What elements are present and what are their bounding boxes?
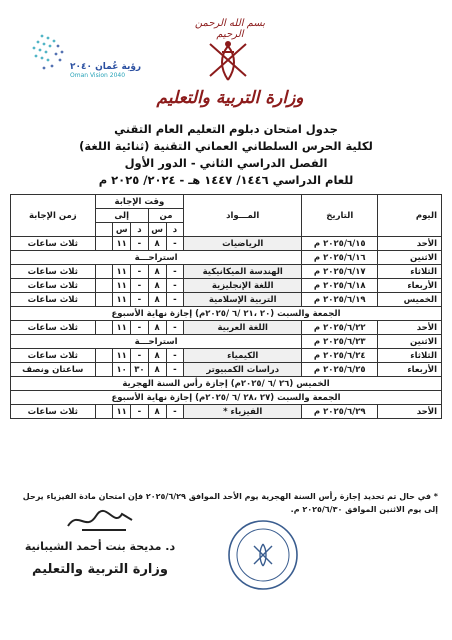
oman-vision-2040-logo	[22, 26, 134, 90]
rest-label: استراحـــة	[11, 335, 302, 349]
cell-to-d: -	[131, 405, 149, 419]
holiday-label: الجمعة والسبت (٢٧ ،٢٨ /٦ /٢٠٢٥م) إجازة نهاية الأسبوع	[11, 391, 442, 405]
cell-subject: اللغة الإنجليزية	[184, 279, 302, 293]
header-from-d: د	[166, 223, 184, 237]
separator-row	[11, 377, 442, 391]
cell-subject: اللغة العربية	[184, 321, 302, 335]
cell-to-d: -	[131, 265, 149, 279]
rest-row	[11, 335, 442, 349]
cell-from-s: ٨	[148, 237, 166, 251]
cell-spacer	[95, 321, 113, 335]
cell-spacer	[95, 237, 113, 251]
cell-spacer	[95, 293, 113, 307]
cell-date: ٢٠٢٥/٦/٢٤ م	[302, 349, 378, 363]
separator-row	[11, 307, 442, 321]
cell-to-d: -	[131, 237, 149, 251]
cell-to-s: ١١	[113, 293, 131, 307]
cell-to-d: -	[131, 279, 149, 293]
cell-from-s: ٨	[148, 349, 166, 363]
title-line-1: جدول امتحان دبلوم التعليم العام التقني	[114, 122, 338, 136]
header-spacer	[95, 223, 113, 237]
cell-to-s: ١١	[113, 321, 131, 335]
cell-from-s: ٨	[148, 405, 166, 419]
cell-to-s: ١١	[113, 237, 131, 251]
cell-date: ٢٠٢٥/٦/١٧ م	[302, 265, 378, 279]
cell-date: ٢٠٢٥/٦/١٩ م	[302, 293, 378, 307]
cell-to-d: ٣٠	[131, 363, 149, 377]
cell-subject: دراسات الكمبيوتر	[184, 363, 302, 377]
cell-day: الاثنين	[378, 335, 442, 349]
cell-date: ٢٠٢٥/٦/١٨ م	[302, 279, 378, 293]
cell-duration: ثلاث ساعات	[11, 279, 96, 293]
holiday-label: الخميس (٢٦ /٦ /٢٠٢٥م) إجازة رأس السنة الهجرية	[11, 377, 442, 391]
header-to-d: د	[131, 223, 149, 237]
cell-date: ٢٠٢٥/٦/١٥ م	[302, 237, 378, 251]
table-row	[11, 293, 442, 307]
table-row	[11, 237, 442, 251]
cell-spacer	[95, 279, 113, 293]
cell-day: الأحد	[378, 405, 442, 419]
cell-subject: الهندسة الميكانيكية	[184, 265, 302, 279]
cell-to-d: -	[131, 349, 149, 363]
table-row	[11, 363, 442, 377]
cell-from-d: -	[166, 321, 184, 335]
cell-from-d: -	[166, 363, 184, 377]
official-stamp	[226, 518, 300, 592]
cell-spacer	[95, 405, 113, 419]
cell-to-s: ١١	[113, 279, 131, 293]
cell-to-d: -	[131, 321, 149, 335]
cell-day: الأربعاء	[378, 279, 442, 293]
cell-subject: الرياضيات	[184, 237, 302, 251]
cell-from-s: ٨	[148, 265, 166, 279]
cell-day: الأحد	[378, 321, 442, 335]
cell-duration: ثلاث ساعات	[11, 405, 96, 419]
cell-to-s: ١١	[113, 405, 131, 419]
cell-duration: ثلاث ساعات	[11, 293, 96, 307]
oman-emblem-icon	[200, 34, 256, 86]
cell-from-d: -	[166, 279, 184, 293]
header-date: التاريخ	[302, 195, 378, 237]
cell-day: الخميس	[378, 293, 442, 307]
header-from: من	[148, 209, 183, 223]
cell-from-s: ٨	[148, 293, 166, 307]
cell-date: ٢٠٢٥/٦/٢٢ م	[302, 321, 378, 335]
rest-row	[11, 251, 442, 265]
cell-from-d: -	[166, 293, 184, 307]
cell-date: ٢٠٢٥/٦/١٦ م	[302, 251, 378, 265]
cell-from-d: -	[166, 349, 184, 363]
cell-from-s: ٨	[148, 279, 166, 293]
footnote: * في حال تم تحديد إجازة رأس السنة الهجرية يوم الأحد الموافق ٢٠٢٥/٦/٢٩ فإن امتحان مادة الفيزياء يرحل إلى يوم الاثنين الموافق ٢٠٢٥/٦/٣٠ م.	[22, 492, 438, 514]
cell-to-s: ١١	[113, 265, 131, 279]
cell-to-s: ١٠	[113, 363, 131, 377]
signatory-name: د. مديحة بنت أحمد الشيبانية	[24, 540, 176, 553]
cell-to-d: -	[131, 293, 149, 307]
cell-duration: ثلاث ساعات	[11, 321, 96, 335]
cell-day: الأربعاء	[378, 363, 442, 377]
ministry-calligraphy: وزارة التربية والتعليم	[156, 88, 304, 108]
cell-duration: ثلاث ساعات	[11, 237, 96, 251]
table-body	[11, 237, 442, 419]
table-row	[11, 279, 442, 293]
handwritten-signature	[62, 506, 142, 536]
cell-date: ٢٠٢٥/٦/٢٥ م	[302, 363, 378, 377]
cell-subject: الفيزياء *	[184, 405, 302, 419]
header-to-s: س	[113, 223, 131, 237]
cell-from-s: ٨	[148, 363, 166, 377]
cell-from-d: -	[166, 405, 184, 419]
header-from-s: س	[148, 223, 166, 237]
separator-row	[11, 391, 442, 405]
cell-spacer	[95, 265, 113, 279]
basmala: بسم الله الرحمن الرحيم	[194, 18, 266, 40]
cell-day: الأحد	[378, 237, 442, 251]
title-line-4: للعام الدراسي ١٤٤٦/ ١٤٤٧ هـ - ٢٠٢٤/ ٢٠٢٥ م	[98, 173, 354, 187]
cell-duration: ثلاث ساعات	[11, 265, 96, 279]
title-line-2: لكلية الحرس السلطاني العماني التقنية (ثنائية اللغة)	[79, 139, 373, 153]
cell-day: الثلاثاء	[378, 265, 442, 279]
cell-spacer	[95, 349, 113, 363]
table-row	[11, 349, 442, 363]
header-to: إلى	[95, 209, 148, 223]
table-row	[11, 405, 442, 419]
header-answer-time: وقت الإجابة	[95, 195, 184, 209]
table-row	[11, 321, 442, 335]
cell-subject: التربية الإسلامية	[184, 293, 302, 307]
cell-to-s: ١١	[113, 349, 131, 363]
cell-date: ٢٠٢٥/٦/٢٩ م	[302, 405, 378, 419]
rest-label: استراحـــة	[11, 251, 302, 265]
holiday-label: الجمعة والسبت (٢٠ ،٢١ /٦ /٢٠٢٥م) إجازة نهاية الأسبوع	[11, 307, 442, 321]
cell-spacer	[95, 363, 113, 377]
cell-duration: ساعتان ونصف	[11, 363, 96, 377]
signatory-organization: وزارة التربية والتعليم	[32, 562, 168, 577]
cell-date: ٢٠٢٥/٦/٢٣ م	[302, 335, 378, 349]
logo-brand-text: رؤية عُمان ٢٠٤٠ Oman Vision 2040	[70, 62, 142, 79]
cell-duration: ثلاث ساعات	[11, 349, 96, 363]
cell-day: الاثنين	[378, 251, 442, 265]
header-subject: المـــواد	[184, 195, 302, 237]
table-row	[11, 265, 442, 279]
cell-day: الثلاثاء	[378, 349, 442, 363]
cell-from-s: ٨	[148, 321, 166, 335]
cell-from-d: -	[166, 265, 184, 279]
cell-subject: الكيمياء	[184, 349, 302, 363]
title-line-3: الفصل الدراسي الثاني - الدور الأول	[124, 156, 328, 170]
header-day: اليوم	[378, 195, 442, 237]
cell-from-d: -	[166, 237, 184, 251]
header-duration: زمن الإجابة	[11, 195, 96, 237]
exam-schedule-table	[10, 194, 442, 419]
